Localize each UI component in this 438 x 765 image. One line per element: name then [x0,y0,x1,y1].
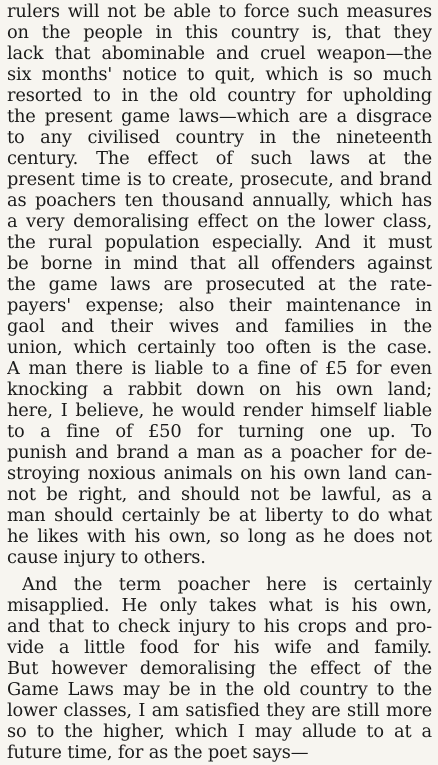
text-line: he likes with his own, so long as he does not [7,526,432,547]
paragraph-first-line: And the term poacher here is certainly [22,574,432,595]
text-line: gaol and their wives and families in the [7,316,432,337]
paragraph-end-line: future time, for as the poet says— [7,742,309,763]
text-line: the game laws are prosecuted at the rate- [7,274,432,295]
paragraph-end-line: cause injury to others. [7,547,206,568]
text-line: resorted to in the old country for upholding [7,85,432,106]
text-line: the present game laws—which are a disgrace [7,106,432,127]
text-line: be borne in mind that all offenders against [7,253,432,274]
text-line: to a fine of £50 for turning one up. To [7,421,432,442]
text-line: But however demoralising the effect of the [7,658,432,679]
text-line: lack that abominable and cruel weapon—the [7,43,432,64]
text-line: stroying noxious animals on his own land can- [7,463,432,484]
text-line: not be right, and should not be lawful, as a [7,484,432,505]
text-line: misapplied. He only takes what is his own, [7,595,432,616]
text-line: punish and brand a man as a poacher for de- [7,442,432,463]
text-line: to any civilised country in the nineteenth [7,127,432,148]
text-line: union, which certainly too often is the case. [7,337,432,358]
text-line: rulers will not be able to force such measures [7,1,432,22]
text-line: lower classes, I am satisfied they are still more [7,700,432,721]
text-line: on the people in this country is, that they [7,22,432,43]
text-line: knocking a rabbit down on his own land; [7,379,432,400]
text-line: man should certainly be at liberty to do what [7,505,432,526]
text-line: the rural population especially. And it must [7,232,432,253]
text-line: vide a little food for his wife and family. [7,637,432,658]
text-line: and that to check injury to his crops and pro- [7,616,432,637]
text-line: A man there is liable to a fine of £5 for even [7,358,432,379]
text-line: present time is to create, prosecute, and brand [7,169,432,190]
text-line: as poachers ten thousand annually, which has [7,190,432,211]
text-line: so to the higher, which I may allude to at a [7,721,432,742]
text-line: century. The effect of such laws at the [7,148,432,169]
text-line: six months' notice to quit, which is so much [7,64,432,85]
text-line: Game Laws may be in the old country to the [7,679,432,700]
text-line: payers' expense; also their maintenance in [7,295,432,316]
text-line: here, I believe, he would render himself liable [7,400,432,421]
text-line: a very demoralising effect on the lower class, [7,211,432,232]
